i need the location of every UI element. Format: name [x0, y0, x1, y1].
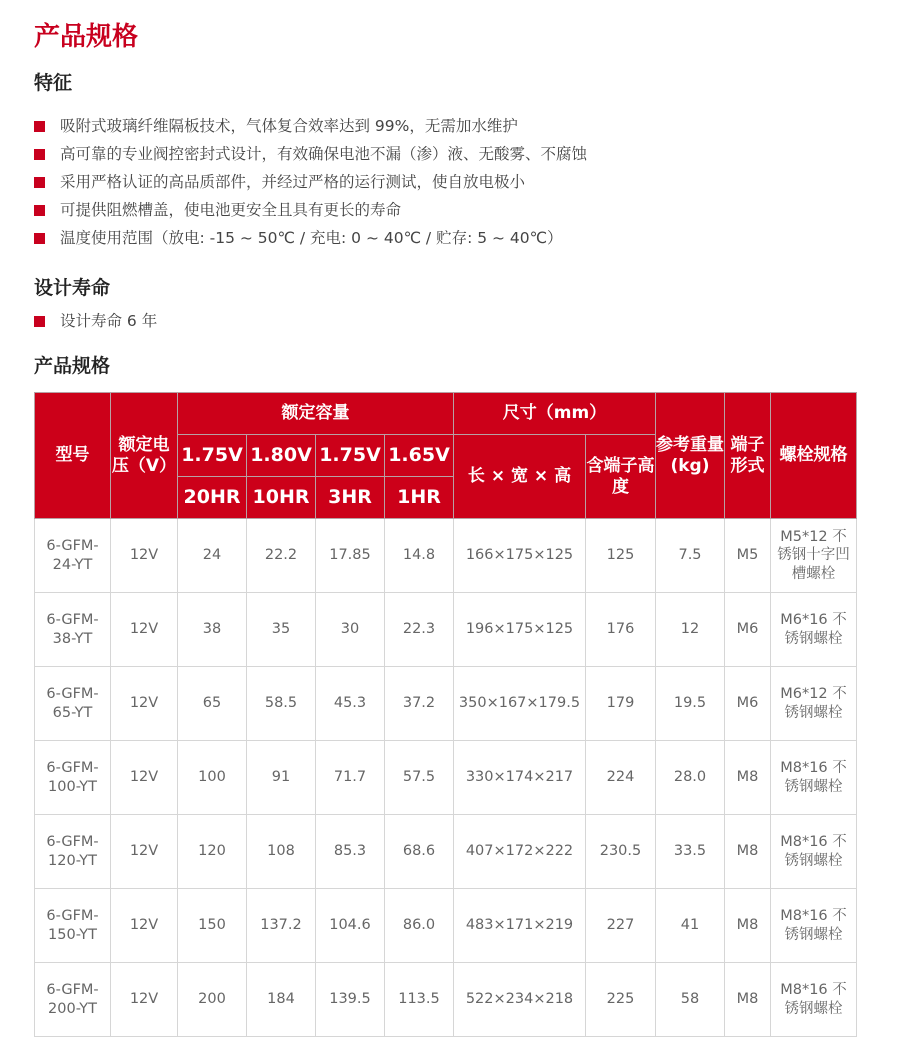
- cell-cap-10hr: 91: [247, 741, 316, 815]
- header-cap-rate: 1HR: [385, 477, 454, 519]
- cell-weight: 58: [656, 963, 725, 1037]
- cell-weight: 41: [656, 889, 725, 963]
- header-capacity: 额定容量: [178, 393, 454, 435]
- cell-voltage: 12V: [111, 963, 178, 1037]
- cell-weight: 12: [656, 593, 725, 667]
- list-item: 可提供阻燃槽盖，使电池更安全且具有更长的寿命: [34, 196, 587, 224]
- table-row: [35, 593, 857, 667]
- cell-cap-3hr: 45.3: [316, 667, 385, 741]
- cell-cap-3hr: 30: [316, 593, 385, 667]
- specs-heading: 产品规格: [34, 355, 111, 377]
- specs-table: [34, 392, 857, 1037]
- features-heading: 特征: [34, 72, 73, 94]
- cell-cap-10hr: 108: [247, 815, 316, 889]
- header-cap-voltage: 1.75V: [316, 435, 385, 477]
- table-row: [35, 815, 857, 889]
- cell-dimensions: 522×234×218: [454, 963, 586, 1037]
- cell-terminal-height: 224: [586, 741, 656, 815]
- cell-voltage: 12V: [111, 815, 178, 889]
- cell-weight: 33.5: [656, 815, 725, 889]
- header-terminal-height: 含端子高度: [586, 435, 656, 519]
- header-cap-rate: 3HR: [316, 477, 385, 519]
- header-weight: 参考重量(kg): [656, 393, 725, 519]
- bullet-square-icon: [34, 205, 45, 216]
- cell-voltage: 12V: [111, 741, 178, 815]
- list-item: 采用严格认证的高品质部件，并经过严格的运行测试，使自放电极小: [34, 168, 587, 196]
- header-cap-voltage: 1.65V: [385, 435, 454, 477]
- cell-cap-20hr: 24: [178, 519, 247, 593]
- cell-voltage: 12V: [111, 519, 178, 593]
- list-item: 温度使用范围（放电: -15 ~ 50℃ / 充电: 0 ~ 40℃ / 贮存: 5 ~ 40℃）: [34, 224, 587, 252]
- cell-cap-10hr: 35: [247, 593, 316, 667]
- cell-model: 6-GFM-38-YT: [35, 593, 111, 667]
- cell-dimensions: 330×174×217: [454, 741, 586, 815]
- cell-weight: 28.0: [656, 741, 725, 815]
- cell-terminal-type: M6: [725, 667, 771, 741]
- cell-terminal-height: 125: [586, 519, 656, 593]
- cell-terminal-height: 225: [586, 963, 656, 1037]
- cell-terminal-type: M6: [725, 593, 771, 667]
- cell-dimensions: 407×172×222: [454, 815, 586, 889]
- table-row: [35, 889, 857, 963]
- header-cap-voltage: 1.80V: [247, 435, 316, 477]
- header-bolt: 螺栓规格: [771, 393, 857, 519]
- cell-cap-3hr: 85.3: [316, 815, 385, 889]
- cell-bolt: M8*16 不锈钢螺栓: [771, 815, 857, 889]
- list-item: 高可靠的专业阀控密封式设计，有效确保电池不漏（渗）液、无酸雾、不腐蚀: [34, 140, 587, 168]
- cell-cap-1hr: 37.2: [385, 667, 454, 741]
- cell-dimensions: 196×175×125: [454, 593, 586, 667]
- header-cap-rate: 10HR: [247, 477, 316, 519]
- cell-cap-1hr: 22.3: [385, 593, 454, 667]
- cell-dimensions: 483×171×219: [454, 889, 586, 963]
- cell-cap-10hr: 22.2: [247, 519, 316, 593]
- cell-model: 6-GFM-200-YT: [35, 963, 111, 1037]
- cell-terminal-type: M8: [725, 815, 771, 889]
- design-life-heading: 设计寿命: [34, 277, 111, 299]
- bullet-square-icon: [34, 233, 45, 244]
- cell-cap-10hr: 137.2: [247, 889, 316, 963]
- cell-cap-3hr: 104.6: [316, 889, 385, 963]
- cell-bolt: M8*16 不锈钢螺栓: [771, 889, 857, 963]
- cell-cap-20hr: 65: [178, 667, 247, 741]
- header-cap-rate: 20HR: [178, 477, 247, 519]
- cell-cap-20hr: 150: [178, 889, 247, 963]
- header-dimensions: 尺寸（mm）: [454, 393, 656, 435]
- header-model: 型号: [35, 393, 111, 519]
- cell-terminal-height: 176: [586, 593, 656, 667]
- cell-terminal-type: M5: [725, 519, 771, 593]
- cell-bolt: M6*12 不锈钢螺栓: [771, 667, 857, 741]
- specs-table-body: [35, 519, 857, 1037]
- cell-voltage: 12V: [111, 593, 178, 667]
- cell-weight: 19.5: [656, 667, 725, 741]
- bullet-square-icon: [34, 316, 45, 327]
- cell-terminal-height: 230.5: [586, 815, 656, 889]
- list-item: 设计寿命 6 年: [34, 307, 157, 335]
- list-item: 吸附式玻璃纤维隔板技术，气体复合效率达到 99%，无需加水维护: [34, 112, 587, 140]
- cell-model: 6-GFM-65-YT: [35, 667, 111, 741]
- cell-model: 6-GFM-120-YT: [35, 815, 111, 889]
- cell-bolt: M6*16 不锈钢螺栓: [771, 593, 857, 667]
- cell-cap-1hr: 57.5: [385, 741, 454, 815]
- cell-cap-1hr: 113.5: [385, 963, 454, 1037]
- header-cap-voltage: 1.75V: [178, 435, 247, 477]
- features-list: [34, 112, 587, 252]
- cell-terminal-height: 179: [586, 667, 656, 741]
- table-row: [35, 519, 857, 593]
- cell-cap-3hr: 71.7: [316, 741, 385, 815]
- cell-bolt: M5*12 不锈钢十字凹槽螺栓: [771, 519, 857, 593]
- cell-cap-3hr: 17.85: [316, 519, 385, 593]
- table-row: [35, 963, 857, 1037]
- header-voltage: 额定电压（V）: [111, 393, 178, 519]
- cell-cap-1hr: 86.0: [385, 889, 454, 963]
- table-row: [35, 667, 857, 741]
- cell-voltage: 12V: [111, 667, 178, 741]
- cell-terminal-type: M8: [725, 889, 771, 963]
- cell-cap-10hr: 58.5: [247, 667, 316, 741]
- cell-cap-1hr: 68.6: [385, 815, 454, 889]
- cell-cap-20hr: 100: [178, 741, 247, 815]
- design-life-list: [34, 307, 157, 335]
- cell-cap-20hr: 200: [178, 963, 247, 1037]
- cell-cap-3hr: 139.5: [316, 963, 385, 1037]
- cell-cap-20hr: 120: [178, 815, 247, 889]
- cell-terminal-type: M8: [725, 963, 771, 1037]
- cell-model: 6-GFM-150-YT: [35, 889, 111, 963]
- cell-terminal-height: 227: [586, 889, 656, 963]
- header-terminal-type: 端子形式: [725, 393, 771, 519]
- bullet-square-icon: [34, 177, 45, 188]
- cell-bolt: M8*16 不锈钢螺栓: [771, 963, 857, 1037]
- cell-dimensions: 166×175×125: [454, 519, 586, 593]
- header-lwh: 长 × 宽 × 高: [454, 435, 586, 519]
- cell-cap-1hr: 14.8: [385, 519, 454, 593]
- cell-model: 6-GFM-100-YT: [35, 741, 111, 815]
- bullet-square-icon: [34, 121, 45, 132]
- cell-cap-20hr: 38: [178, 593, 247, 667]
- cell-voltage: 12V: [111, 889, 178, 963]
- page-title: 产品规格: [34, 22, 139, 52]
- cell-weight: 7.5: [656, 519, 725, 593]
- cell-terminal-type: M8: [725, 741, 771, 815]
- bullet-square-icon: [34, 149, 45, 160]
- cell-bolt: M8*16 不锈钢螺栓: [771, 741, 857, 815]
- cell-dimensions: 350×167×179.5: [454, 667, 586, 741]
- table-row: [35, 741, 857, 815]
- cell-model: 6-GFM-24-YT: [35, 519, 111, 593]
- cell-cap-10hr: 184: [247, 963, 316, 1037]
